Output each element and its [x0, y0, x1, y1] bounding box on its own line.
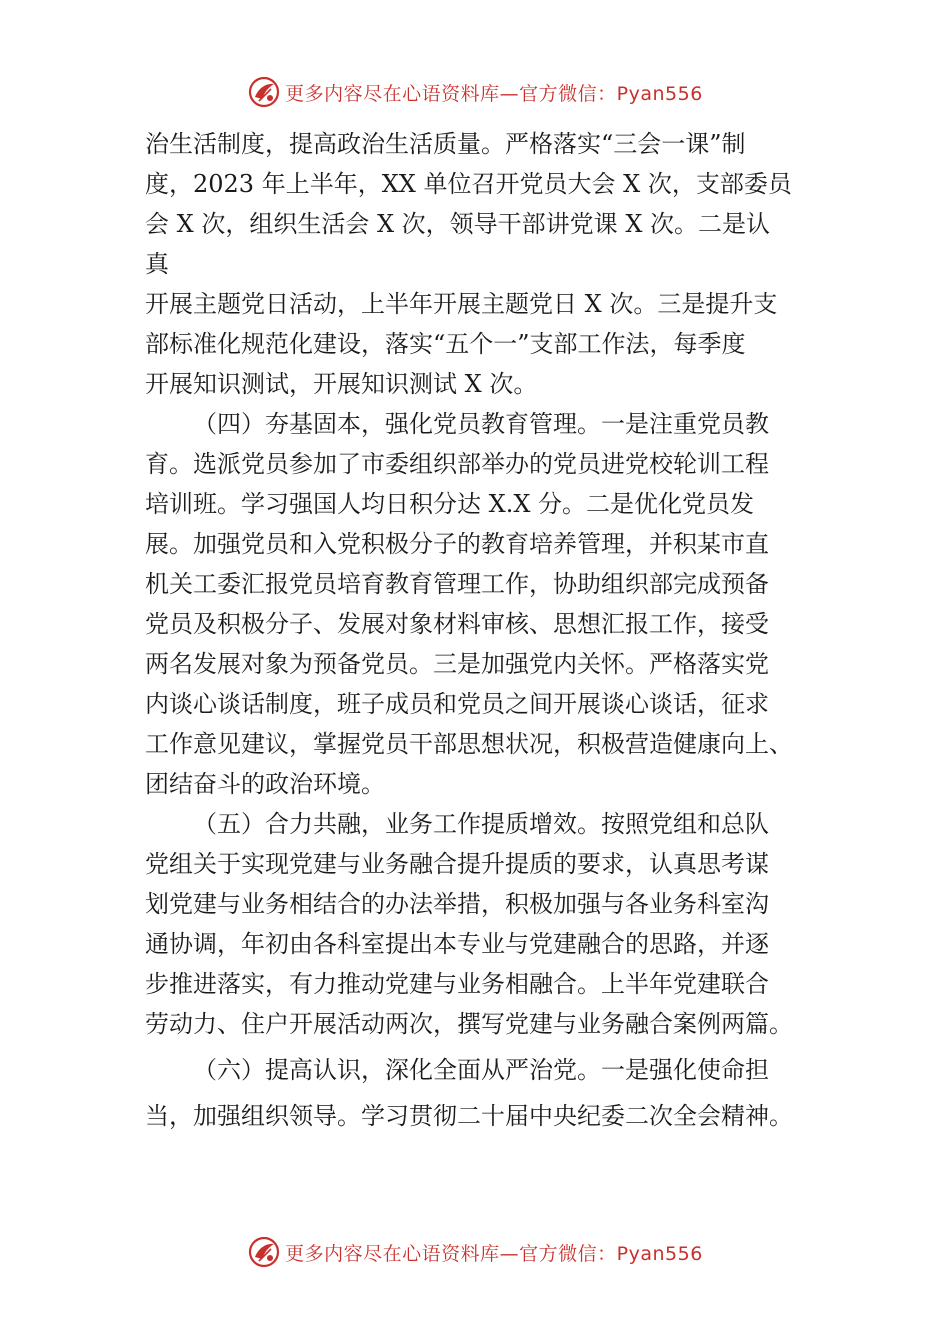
text-line: 真 [145, 250, 169, 278]
paragraph-heading-5: （五）合力共融，业务工作提质增效。按照党组和总队 [193, 810, 769, 838]
header-banner-text: 更多内容尽在心语资料库—官方微信：Pyan556 [285, 82, 703, 105]
header-banner [0, 72, 950, 112]
document-body [145, 124, 825, 1136]
text-line: 党组关于实现党建与业务融合提升提质的要求，认真思考谋 [145, 850, 769, 878]
text-line: 部标准化规范化建设，落实“五个一”支部工作法，每季度 [145, 330, 746, 358]
text-line: 通协调，年初由各科室提出本专业与党建融合的思路，并逐 [145, 930, 769, 958]
text-line: 机关工委汇报党员培育教育管理工作，协助组织部完成预备 [145, 570, 769, 598]
text-line: 治生活制度，提高政治生活质量。严格落实“三会一课”制 [145, 130, 746, 158]
paragraph-heading-4: （四）夯基固本，强化党员教育管理。一是注重党员教 [193, 410, 769, 438]
footer-banner-text: 更多内容尽在心语资料库—官方微信：Pyan556 [285, 1242, 703, 1265]
text-line: 两名发展对象为预备党员。三是加强党内关怀。严格落实党 [145, 650, 769, 678]
text-line: 育。选派党员参加了市委组织部举办的党员进党校轮训工程 [145, 450, 769, 478]
text-line: 展。加强党员和入党积极分子的教育培养管理，并积某市直 [145, 530, 769, 558]
logo-icon [247, 75, 281, 109]
paragraph-heading-6: （六）提高认识，深化全面从严治党。一是强化使命担 [193, 1056, 769, 1084]
text-line: 内谈心谈话制度，班子成员和党员之间开展谈心谈话，征求 [145, 690, 769, 718]
text-line: 当，加强组织领导。学习贯彻二十届中央纪委二次全会精神。 [145, 1102, 793, 1130]
text-line: 团结奋斗的政治环境。 [145, 770, 385, 798]
text-line: 工作意见建议，掌握党员干部思想状况，积极营造健康向上、 [145, 730, 793, 758]
text-line: 步推进落实，有力推动党建与业务相融合。上半年党建联合 [145, 970, 769, 998]
text-line: 培训班。学习强国人均日积分达 X.X 分。二是优化党员发 [145, 490, 755, 518]
text-line: 会 X 次，组织生活会 X 次，领导干部讲党课 X 次。二是认 [145, 210, 771, 238]
text-line: 开展主题党日活动，上半年开展主题党日 X 次。三是提升支 [145, 290, 778, 318]
text-line: 划党建与业务相结合的办法举措，积极加强与各业务科室沟 [145, 890, 769, 918]
logo-icon [247, 1235, 281, 1269]
text-line: 劳动力、住户开展活动两次，撰写党建与业务融合案例两篇。 [145, 1010, 793, 1038]
text-line: 开展知识测试，开展知识测试 X 次。 [145, 370, 538, 398]
text-line: 党员及积极分子、发展对象材料审核、思想汇报工作，接受 [145, 610, 769, 638]
footer-banner [0, 1232, 950, 1272]
text-line: 度，2023 年上半年，XX 单位召开党员大会 X 次，支部委员 [145, 170, 792, 198]
